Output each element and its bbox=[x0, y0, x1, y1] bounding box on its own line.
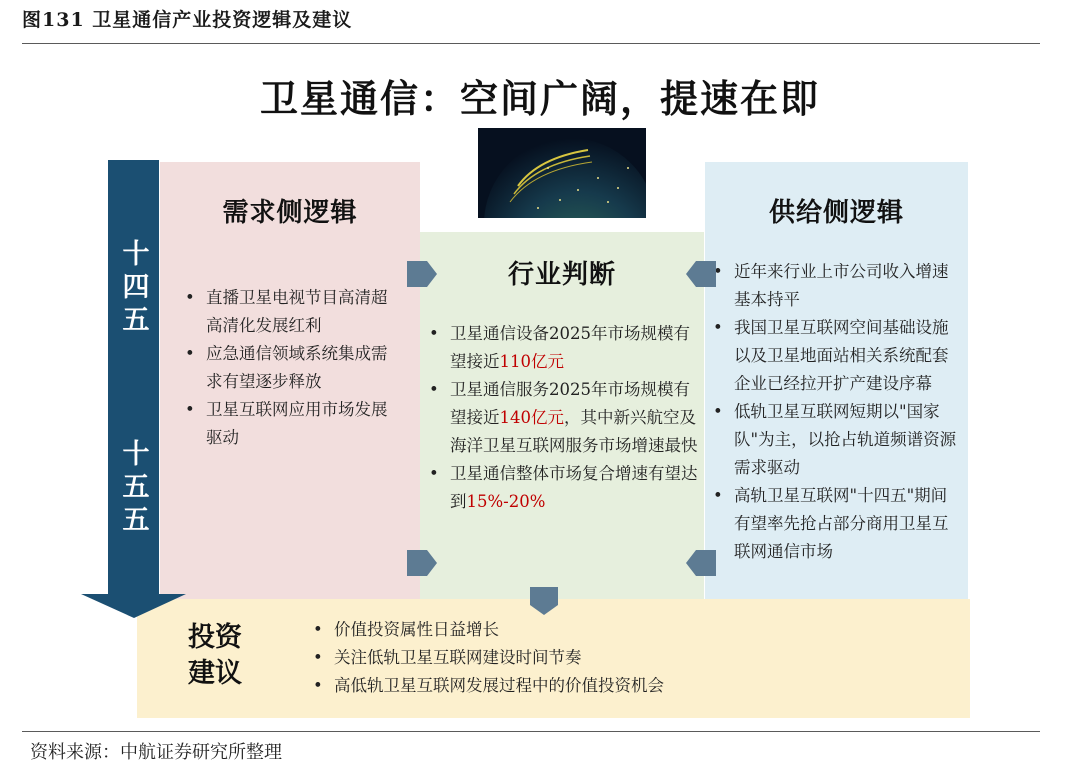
highlight-value: 140亿元 bbox=[499, 408, 564, 427]
bottom-divider bbox=[22, 731, 1040, 732]
main-title: 卫星通信：空间广阔，提速在即 bbox=[259, 76, 820, 121]
plan-14th-five-year: 十 四 五 bbox=[122, 239, 150, 336]
list-item: • 卫星通信整体市场复合增速有望达到15%-20% bbox=[422, 460, 698, 516]
list-item: • 卫星通信服务2025年市场规模有望接近140亿元，其中新兴航空及海洋卫星互联网服务市场增速最快 bbox=[422, 376, 698, 460]
demand-title: 需求侧逻辑 bbox=[222, 198, 358, 228]
list-item: • 高轨卫星互联网"十四五"期间有望率先抢占部分商用卫星互联网通信市场 bbox=[706, 482, 958, 566]
satellite-globe-image bbox=[478, 128, 646, 218]
connector-arrow-down-icon bbox=[528, 585, 560, 617]
list-item: • 应急通信领域系统集成需求有望逐步释放 bbox=[178, 340, 400, 396]
timeline-arrow bbox=[78, 160, 188, 620]
industry-title: 行业判断 bbox=[507, 260, 616, 290]
list-item: • 近年来行业上市公司收入增速基本持平 bbox=[706, 258, 958, 314]
investment-title: 投资 建议 bbox=[188, 622, 242, 689]
list-item: • 关注低轨卫星互联网建设时间节奏 bbox=[306, 644, 946, 672]
list-item: • 低轨卫星互联网短期以"国家队"为主，以抢占轨道频谱资源需求驱动 bbox=[706, 398, 958, 482]
list-item: • 卫星互联网应用市场发展驱动 bbox=[178, 396, 400, 452]
supply-title: 供给侧逻辑 bbox=[768, 198, 904, 228]
list-item: • 我国卫星互联网空间基础设施以及卫星地面站相关系统配套企业已经拉开扩产建设序幕 bbox=[706, 314, 958, 398]
connector-arrow-right-icon bbox=[405, 259, 439, 289]
investment-list bbox=[306, 616, 946, 700]
connector-arrow-right-icon bbox=[405, 548, 439, 578]
list-item: • 直播卫星电视节目高清超高清化发展红利 bbox=[178, 284, 400, 340]
demand-list bbox=[178, 284, 400, 452]
list-item: • 高低轨卫星互联网发展过程中的价值投资机会 bbox=[306, 672, 946, 700]
top-divider bbox=[22, 43, 1040, 44]
list-item: • 价值投资属性日益增长 bbox=[306, 616, 946, 644]
connector-arrow-left-icon bbox=[684, 259, 718, 289]
plan-15th-five-year: 十 五 五 bbox=[122, 439, 150, 536]
source-note: 资料来源：中航证券研究所整理 bbox=[30, 742, 282, 763]
highlight-value: 15%-20% bbox=[466, 492, 546, 511]
list-item: • 卫星通信设备2025年市场规模有望接近110亿元 bbox=[422, 320, 698, 376]
connector-arrow-left-icon bbox=[684, 548, 718, 578]
highlight-value: 110亿元 bbox=[499, 352, 564, 371]
supply-list bbox=[706, 258, 958, 566]
industry-list bbox=[422, 320, 698, 516]
figure-label: 图131 卫星通信产业投资逻辑及建议 bbox=[22, 9, 353, 31]
